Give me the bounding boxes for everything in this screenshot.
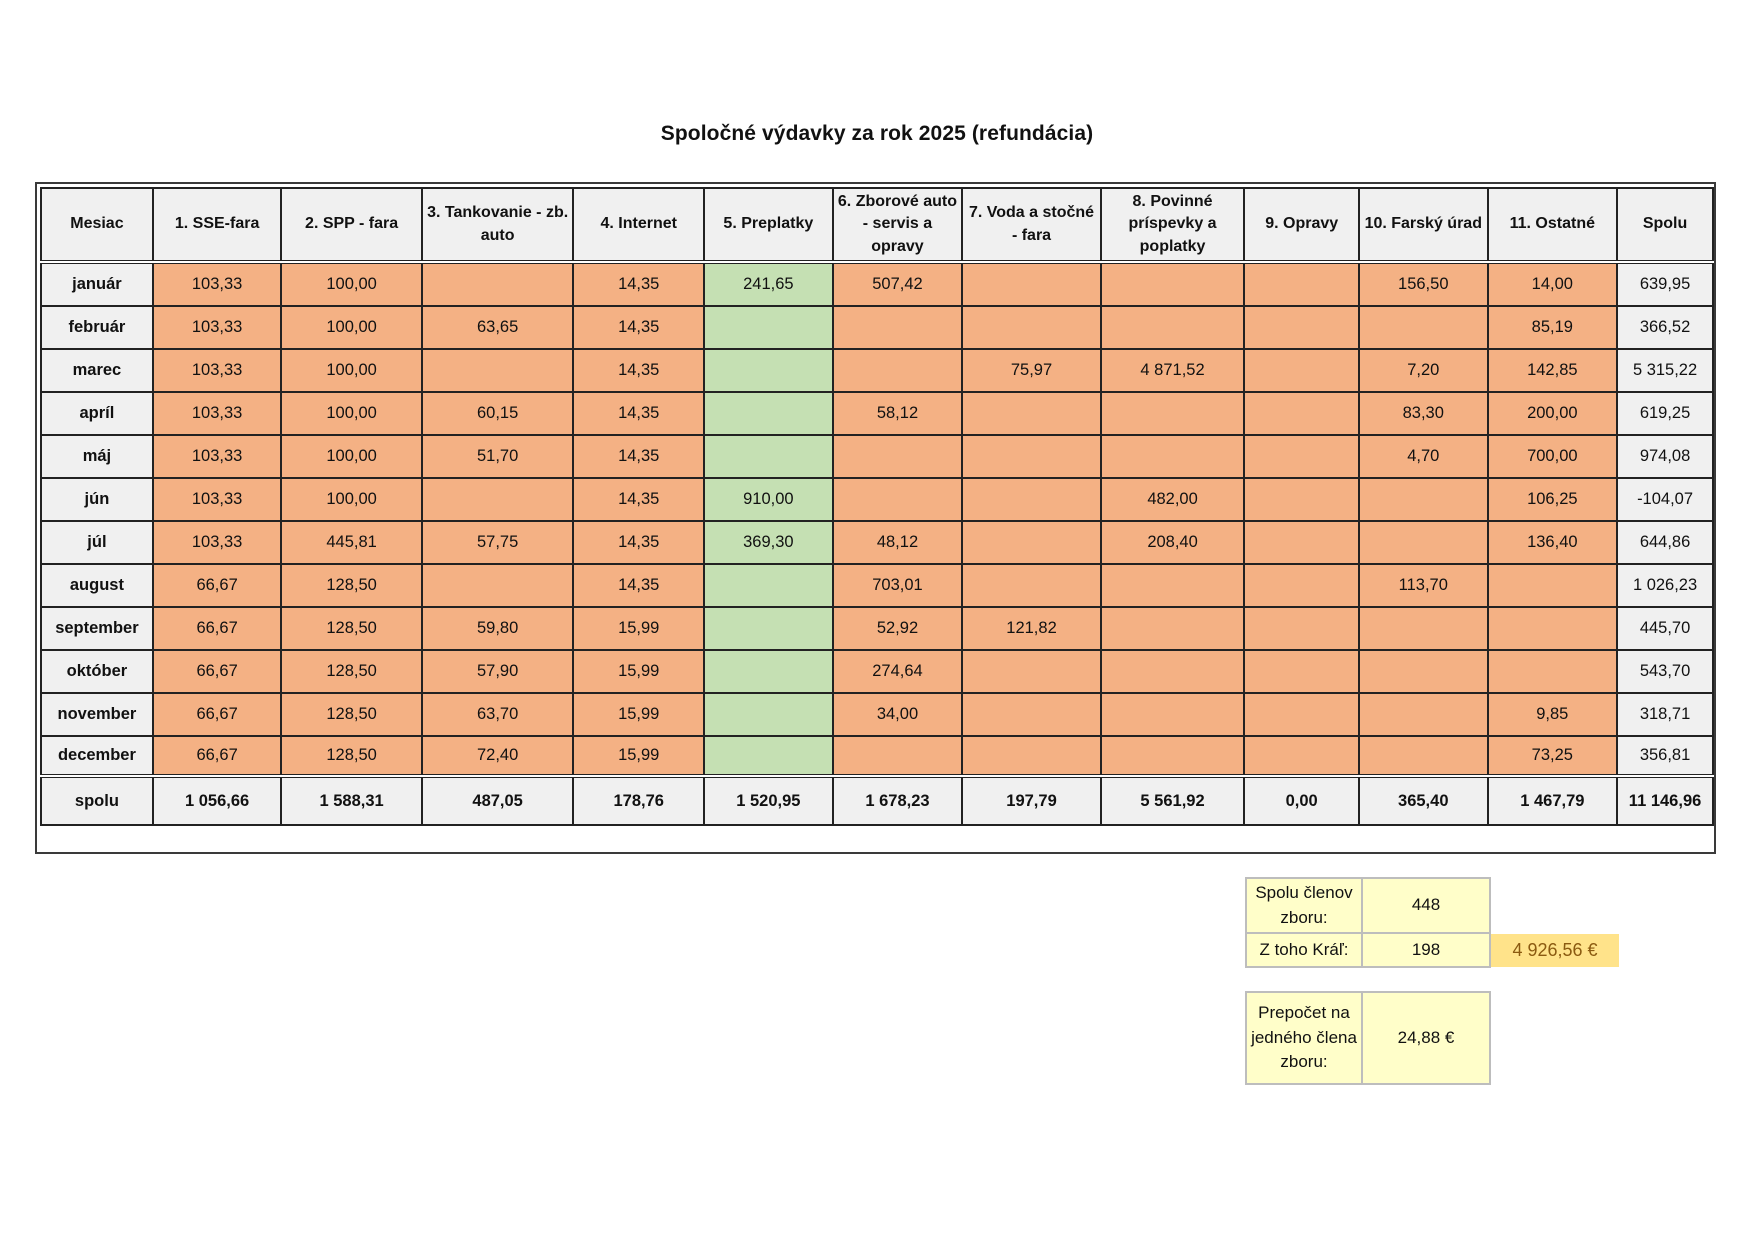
table-row (41, 650, 1713, 693)
expense-cell: 703,01 (833, 564, 963, 607)
month-cell: júl (41, 521, 153, 564)
expense-cell: 128,50 (281, 693, 421, 736)
table-row (41, 435, 1713, 478)
column-header: 2. SPP - fara (281, 188, 421, 262)
row-total-cell: 644,86 (1617, 521, 1713, 564)
row-total-cell: 974,08 (1617, 435, 1713, 478)
expense-cell (1488, 650, 1618, 693)
expense-cell (962, 435, 1100, 478)
expense-cell: 4,70 (1359, 435, 1488, 478)
per-member-label: Prepočet na jedného člena zboru: (1246, 992, 1362, 1084)
column-header: 8. Povinné príspevky a poplatky (1101, 188, 1245, 262)
expense-cell (1101, 262, 1245, 306)
expense-cell: 113,70 (1359, 564, 1488, 607)
per-member-summary (1245, 991, 1491, 1085)
month-cell: jún (41, 478, 153, 521)
column-header: 9. Opravy (1244, 188, 1359, 262)
expense-cell: 100,00 (281, 306, 421, 349)
totals-row (41, 776, 1713, 825)
expense-cell: 15,99 (573, 693, 704, 736)
expense-cell (422, 564, 574, 607)
expense-cell: 59,80 (422, 607, 574, 650)
table-row (41, 564, 1713, 607)
expense-cell: 66,67 (153, 607, 282, 650)
overpayment-cell (704, 435, 833, 478)
expense-cell: 445,81 (281, 521, 421, 564)
expense-cell: 75,97 (962, 349, 1100, 392)
expense-cell: 63,65 (422, 306, 574, 349)
expense-cell: 51,70 (422, 435, 574, 478)
month-cell: január (41, 262, 153, 306)
expense-cell: 103,33 (153, 521, 282, 564)
column-header: 10. Farský úrad (1359, 188, 1488, 262)
overpayment-cell (704, 564, 833, 607)
kral-amount: 4 926,56 € (1491, 934, 1619, 967)
expense-cell: 14,35 (573, 349, 704, 392)
expense-cell: 103,33 (153, 349, 282, 392)
expense-cell (833, 435, 963, 478)
expense-cell: 103,33 (153, 478, 282, 521)
expense-cell (1488, 607, 1618, 650)
expense-cell (833, 736, 963, 776)
month-cell: február (41, 306, 153, 349)
expense-cell: 66,67 (153, 693, 282, 736)
expense-cell (1359, 607, 1488, 650)
expense-cell: 100,00 (281, 392, 421, 435)
expense-cell (1244, 478, 1359, 521)
table-row (41, 521, 1713, 564)
expense-cell (1244, 521, 1359, 564)
page-title: Spoločné výdavky za rok 2025 (refundácia) (660, 122, 1094, 145)
column-header: 6. Zborové auto - servis a opravy (833, 188, 963, 262)
expense-cell: 57,90 (422, 650, 574, 693)
column-total-cell: 1 056,66 (153, 776, 282, 825)
kral-label: Z toho Kráľ: (1246, 933, 1362, 967)
expense-cell: 58,12 (833, 392, 963, 435)
expense-table-frame (35, 182, 1716, 854)
expense-cell: 15,99 (573, 650, 704, 693)
overpayment-cell: 910,00 (704, 478, 833, 521)
expense-cell (962, 392, 1100, 435)
expense-table (40, 187, 1714, 826)
expense-cell (1359, 693, 1488, 736)
expense-cell: 66,67 (153, 650, 282, 693)
expense-cell (1488, 564, 1618, 607)
column-total-cell: 365,40 (1359, 776, 1488, 825)
expense-cell: 14,35 (573, 435, 704, 478)
expense-cell: 700,00 (1488, 435, 1618, 478)
expense-cell: 100,00 (281, 262, 421, 306)
members-value: 448 (1362, 878, 1490, 933)
expense-cell: 4 871,52 (1101, 349, 1245, 392)
month-cell: september (41, 607, 153, 650)
column-total-cell: 1 467,79 (1488, 776, 1618, 825)
expense-cell: 507,42 (833, 262, 963, 306)
month-cell: august (41, 564, 153, 607)
expense-cell (422, 349, 574, 392)
column-header: 1. SSE-fara (153, 188, 282, 262)
overpayment-cell (704, 306, 833, 349)
expense-cell (1244, 736, 1359, 776)
expense-cell: 100,00 (281, 435, 421, 478)
expense-cell (1359, 736, 1488, 776)
expense-cell (1101, 650, 1245, 693)
expense-cell: 14,35 (573, 306, 704, 349)
expense-cell: 14,35 (573, 564, 704, 607)
table-row (41, 392, 1713, 435)
expense-cell (833, 349, 963, 392)
month-cell: december (41, 736, 153, 776)
column-header: 3. Tankovanie - zb. auto (422, 188, 574, 262)
expense-cell (1244, 392, 1359, 435)
expense-cell: 128,50 (281, 736, 421, 776)
expense-cell (1359, 650, 1488, 693)
expense-cell (962, 262, 1100, 306)
expense-cell: 7,20 (1359, 349, 1488, 392)
totals-label: spolu (41, 776, 153, 825)
expense-cell: 14,35 (573, 392, 704, 435)
expense-cell: 128,50 (281, 650, 421, 693)
column-header: 11. Ostatné (1488, 188, 1618, 262)
column-header: 5. Preplatky (704, 188, 833, 262)
table-row (41, 607, 1713, 650)
expense-cell (1244, 262, 1359, 306)
expense-cell: 100,00 (281, 349, 421, 392)
column-total-cell: 1 678,23 (833, 776, 963, 825)
header-row (41, 188, 1713, 262)
column-total-cell: 11 146,96 (1617, 776, 1713, 825)
expense-cell (833, 478, 963, 521)
expense-cell: 482,00 (1101, 478, 1245, 521)
expense-cell: 57,75 (422, 521, 574, 564)
expense-cell (1101, 693, 1245, 736)
expense-cell: 48,12 (833, 521, 963, 564)
expense-cell: 83,30 (1359, 392, 1488, 435)
expense-cell (962, 736, 1100, 776)
expense-cell (1359, 521, 1488, 564)
expense-cell: 156,50 (1359, 262, 1488, 306)
table-row (41, 349, 1713, 392)
members-label: Spolu členov zboru: (1246, 878, 1362, 933)
expense-cell: 106,25 (1488, 478, 1618, 521)
expense-cell (1101, 435, 1245, 478)
column-total-cell: 1 588,31 (281, 776, 421, 825)
expense-cell (1244, 306, 1359, 349)
expense-cell: 9,85 (1488, 693, 1618, 736)
table-row (41, 262, 1713, 306)
column-total-cell: 5 561,92 (1101, 776, 1245, 825)
overpayment-cell (704, 736, 833, 776)
row-total-cell: 5 315,22 (1617, 349, 1713, 392)
expense-cell: 15,99 (573, 607, 704, 650)
expense-cell (1101, 736, 1245, 776)
expense-cell: 66,67 (153, 736, 282, 776)
month-cell: október (41, 650, 153, 693)
expense-cell (422, 478, 574, 521)
column-total-cell: 1 520,95 (704, 776, 833, 825)
column-header: 7. Voda a stočné - fara (962, 188, 1100, 262)
row-total-cell: 318,71 (1617, 693, 1713, 736)
expense-cell: 103,33 (153, 306, 282, 349)
expense-cell (1244, 564, 1359, 607)
expense-cell (962, 478, 1100, 521)
expense-cell (1359, 306, 1488, 349)
members-summary (1245, 877, 1491, 968)
column-header: 4. Internet (573, 188, 704, 262)
expense-cell (1244, 693, 1359, 736)
expense-cell: 66,67 (153, 564, 282, 607)
expense-cell: 85,19 (1488, 306, 1618, 349)
row-total-cell: 1 026,23 (1617, 564, 1713, 607)
expense-cell: 103,33 (153, 392, 282, 435)
expense-cell: 103,33 (153, 435, 282, 478)
column-total-cell: 197,79 (962, 776, 1100, 825)
expense-cell (1101, 564, 1245, 607)
column-header: Mesiac (41, 188, 153, 262)
expense-cell (962, 650, 1100, 693)
row-total-cell: 445,70 (1617, 607, 1713, 650)
expense-cell (962, 564, 1100, 607)
expense-cell: 274,64 (833, 650, 963, 693)
column-header: Spolu (1617, 188, 1713, 262)
table-row (41, 306, 1713, 349)
expense-cell: 128,50 (281, 564, 421, 607)
expense-cell: 14,35 (573, 521, 704, 564)
expense-cell (422, 262, 574, 306)
row-total-cell: 543,70 (1617, 650, 1713, 693)
expense-cell: 60,15 (422, 392, 574, 435)
month-cell: máj (41, 435, 153, 478)
month-cell: marec (41, 349, 153, 392)
expense-cell (1101, 607, 1245, 650)
table-row (41, 736, 1713, 776)
expense-cell: 128,50 (281, 607, 421, 650)
expense-cell: 63,70 (422, 693, 574, 736)
expense-cell: 73,25 (1488, 736, 1618, 776)
expense-cell (1244, 349, 1359, 392)
expense-cell: 14,35 (573, 478, 704, 521)
expense-cell (1359, 478, 1488, 521)
month-cell: apríl (41, 392, 153, 435)
column-total-cell: 0,00 (1244, 776, 1359, 825)
column-total-cell: 178,76 (573, 776, 704, 825)
expense-cell (962, 693, 1100, 736)
overpayment-cell: 369,30 (704, 521, 833, 564)
expense-cell: 208,40 (1101, 521, 1245, 564)
overpayment-cell (704, 607, 833, 650)
overpayment-cell: 241,65 (704, 262, 833, 306)
expense-cell: 14,35 (573, 262, 704, 306)
row-total-cell: 639,95 (1617, 262, 1713, 306)
row-total-cell: -104,07 (1617, 478, 1713, 521)
expense-cell: 15,99 (573, 736, 704, 776)
expense-cell (1244, 607, 1359, 650)
table-row (41, 478, 1713, 521)
month-cell: november (41, 693, 153, 736)
per-member-value: 24,88 € (1362, 992, 1490, 1084)
row-total-cell: 366,52 (1617, 306, 1713, 349)
expense-cell: 52,92 (833, 607, 963, 650)
expense-cell: 121,82 (962, 607, 1100, 650)
row-total-cell: 356,81 (1617, 736, 1713, 776)
expense-cell: 100,00 (281, 478, 421, 521)
overpayment-cell (704, 392, 833, 435)
table-row (41, 693, 1713, 736)
expense-cell (833, 306, 963, 349)
expense-cell: 14,00 (1488, 262, 1618, 306)
row-total-cell: 619,25 (1617, 392, 1713, 435)
overpayment-cell (704, 349, 833, 392)
expense-cell (1101, 306, 1245, 349)
expense-cell: 72,40 (422, 736, 574, 776)
expense-cell (962, 306, 1100, 349)
column-total-cell: 487,05 (422, 776, 574, 825)
overpayment-cell (704, 650, 833, 693)
kral-value: 198 (1362, 933, 1490, 967)
expense-cell: 34,00 (833, 693, 963, 736)
expense-cell (1244, 650, 1359, 693)
overpayment-cell (704, 693, 833, 736)
expense-cell: 103,33 (153, 262, 282, 306)
expense-cell (962, 521, 1100, 564)
expense-cell (1101, 392, 1245, 435)
expense-cell: 142,85 (1488, 349, 1618, 392)
expense-cell (1244, 435, 1359, 478)
expense-cell: 136,40 (1488, 521, 1618, 564)
expense-cell: 200,00 (1488, 392, 1618, 435)
